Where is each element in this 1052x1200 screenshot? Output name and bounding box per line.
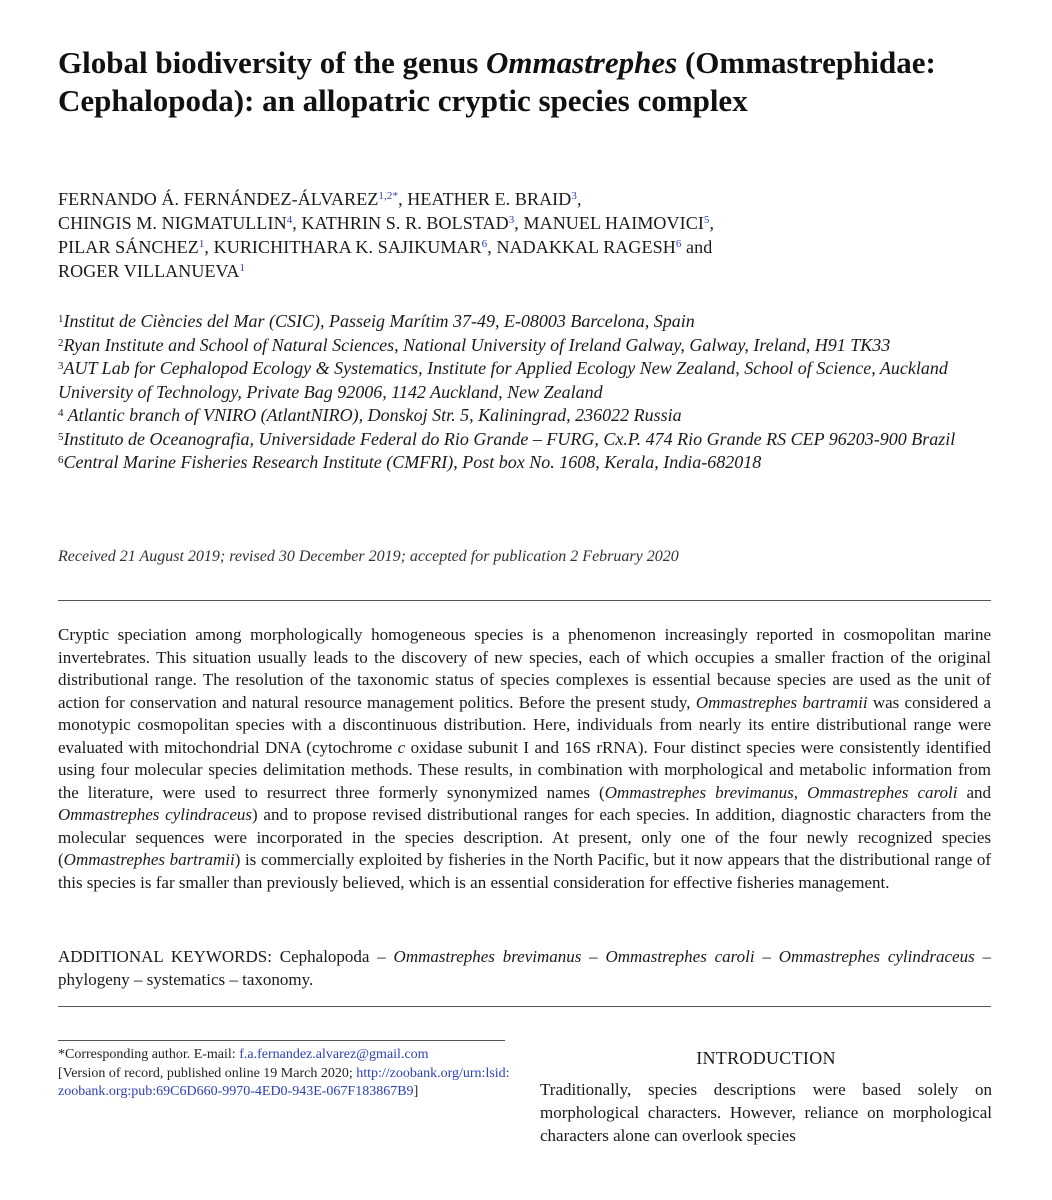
- author-separator: ,: [487, 237, 497, 257]
- divider-bottom: [58, 1006, 991, 1007]
- title-part1: Global biodiversity of the genus: [58, 45, 487, 80]
- affiliation-number: 2: [58, 336, 64, 349]
- affiliation-number: 3: [58, 360, 64, 372]
- keyword: – phylogeny – systematics – taxonomy.: [58, 947, 991, 989]
- affiliation-number: 6: [58, 454, 64, 466]
- affiliation-number: 4: [58, 407, 64, 419]
- affiliation-number: 5: [58, 430, 64, 443]
- affiliation-number: 1: [58, 313, 64, 325]
- author-separator: ,: [204, 237, 214, 257]
- author-name: KATHRIN S. R. BOLSTAD: [301, 213, 509, 233]
- keyword: Ommastrephes cylindraceus: [778, 947, 975, 966]
- keyword-separator: –: [581, 947, 606, 966]
- author-affiliation-link[interactable]: 1: [239, 262, 246, 274]
- affiliation-item: [58, 451, 1018, 475]
- affiliation-text: Instituto de Oceanografia, Universidade Federal do Rio Grande – FURG, Cx.P. 474 Rio Grande RS CEP 96203-900 Brazil: [63, 428, 956, 449]
- author-affiliation-link[interactable]: 6: [481, 238, 488, 250]
- author-name: HEATHER E. BRAID: [407, 189, 572, 209]
- abstract-text: Cryptic speciation among morphologically homogeneous species is a phenomenon increasingly reported in cosmopolitan marine invertebrates. This situation usually leads to the discovery of new species, each of which occupies a smaller fraction of the original distributional range. The resolution of the taxonomic status of species complexes is essential because species are used as the unit of action for conservation and natural resource management politics. Before the present study,: [58, 625, 991, 712]
- introduction-text: Traditionally, species descriptions were based solely on morphological characters. However, reliance on morphological characters alone can overlook species: [540, 1080, 992, 1145]
- author-separator: and: [681, 237, 713, 257]
- author-affiliation-link[interactable]: 5: [703, 214, 710, 226]
- affiliation-item: [58, 428, 1018, 452]
- author-affiliation-link[interactable]: 6: [675, 238, 682, 250]
- author-name: ROGER VILLANUEVA: [58, 261, 240, 281]
- author-name: FERNANDO Á. FERNÁNDEZ-ÁLVAREZ: [58, 189, 379, 209]
- version-of-record: [58, 1065, 510, 1102]
- divider-top: [58, 600, 991, 601]
- author-separator: ,: [709, 213, 715, 233]
- paper-title: [58, 44, 1018, 120]
- author-affiliation-link[interactable]: 1: [198, 238, 205, 250]
- author-affiliation-link[interactable]: 4: [286, 214, 293, 226]
- author-list: [58, 187, 1018, 283]
- author-separator: ,: [514, 213, 524, 233]
- abstract: [58, 624, 991, 894]
- author-name: MANUEL HAIMOVICI: [523, 213, 704, 233]
- footnote: [58, 1046, 510, 1102]
- abstract-species: Ommastrephes brevimanus: [604, 782, 794, 802]
- corresponding-author: [58, 1046, 510, 1065]
- affiliation-item: [58, 404, 1018, 428]
- abstract-species: Ommastrephes cylindraceus: [58, 805, 252, 824]
- author-separator: ,: [398, 189, 408, 209]
- abstract-text: ) is commercially exploited by fisheries in the North Pacific, but it now appears that the distributional range of this species is far smaller than previously believed, which is an essential consideration for effective fisheries management.: [58, 850, 991, 892]
- record-text: ]: [413, 1084, 419, 1099]
- abstract-species: Ommastrephes bartramii: [695, 692, 868, 712]
- abstract-text: was considered a monotypic cosmopolitan species with a discontinuous distribution. Here, individuals from nearly its entire distributional range were evaluated with mitochondrial DNA (cytochrome: [58, 692, 991, 757]
- affiliation-text: Institut de Ciències del Mar (CSIC), Passeig Marítim 37-49, E-08003 Barcelona, Spain: [63, 311, 695, 331]
- keyword: Ommastrephes brevimanus: [393, 947, 582, 966]
- keyword: Cephalopoda –: [271, 947, 394, 966]
- keyword-separator: –: [754, 947, 779, 966]
- abstract-text: ,: [793, 782, 808, 802]
- author-affiliation-link[interactable]: 3: [571, 190, 577, 202]
- abstract-species: Ommastrephes caroli: [807, 782, 958, 802]
- introduction-heading: INTRODUCTION: [696, 1048, 836, 1068]
- footnote-rule: [58, 1040, 505, 1041]
- title-genus: Ommastrephes: [486, 45, 678, 80]
- record-text: [Version of record, published online 19 March 2020;: [58, 1065, 357, 1081]
- keywords-label: ADDITIONAL KEYWORDS:: [58, 947, 272, 966]
- affiliation-item: [58, 357, 1018, 404]
- title-part2: (Ommastrephidae: Cephalopoda): an allopatric cryptic species complex: [58, 45, 936, 118]
- affiliation-list: [58, 310, 1018, 475]
- author-name: PILAR SÁNCHEZ: [58, 237, 199, 257]
- abstract-text: and: [957, 782, 992, 802]
- abstract-italic: c: [397, 737, 406, 757]
- author-name: NADAKKAL RAGESH: [496, 237, 676, 257]
- author-separator: ,: [576, 189, 582, 209]
- received-dates: Received 21 August 2019; revised 30 December 2019; accepted for publication 2 February 2020: [58, 548, 679, 565]
- affiliation-text: AUT Lab for Cephalopod Ecology & Systematics, Institute for Applied Ecology New Zealand, School of Science, Auckland University of Technology, Private Bag 92006, 1142 Auckland, New Zealand: [58, 358, 948, 402]
- abstract-species: Ommastrephes bartramii: [63, 850, 235, 869]
- author-name: CHINGIS M. NIGMATULLIN: [58, 213, 287, 233]
- affiliation-text: Atlantic branch of VNIRO (AtlantNIRO), Donskoj Str. 5, Kaliningrad, 236022 Russia: [63, 405, 682, 425]
- abstract-text: ) and to propose revised distributional ranges for each species. In addition, diagnostic characters from the molecular sequences were incorporated in the species description. At present, only one of the four newly recognized species (: [58, 805, 991, 869]
- affiliation-item: [58, 334, 1018, 358]
- author-separator: ,: [292, 213, 302, 233]
- affiliation-text: Central Marine Fisheries Research Institute (CMFRI), Post box No. 1608, Kerala, India-682018: [63, 452, 762, 472]
- email-link[interactable]: f.a.fernandez.alvarez@gmail.com: [239, 1047, 429, 1062]
- zoobank-link[interactable]: http://zoobank.org/urn:lsid:zoobank.org:pub:69C6D660-9970-4ED0-943E-067F183867B9: [58, 1065, 510, 1099]
- affiliation-text: Ryan Institute and School of Natural Sciences, National University of Ireland Galway, Galway, Ireland, H91 TK33: [63, 334, 891, 355]
- author-affiliation-link[interactable]: 3: [508, 214, 515, 226]
- author-affiliation-link[interactable]: 1,2*: [378, 190, 399, 202]
- keyword: Ommastrephes caroli: [605, 947, 755, 966]
- affiliation-item: [58, 310, 1018, 334]
- corresponding-label: *Corresponding author. E-mail:: [58, 1047, 240, 1062]
- author-name: KURICHITHARA K. SAJIKUMAR: [213, 237, 482, 257]
- abstract-text: oxidase subunit I and 16S rRNA). Four distinct species were consistently identified using four molecular species delimitation methods. These results, in combination with morphological and metabolic information from the literature, were used to resurrect three formerly synonymized names (: [58, 737, 991, 802]
- additional-keywords: [58, 946, 991, 991]
